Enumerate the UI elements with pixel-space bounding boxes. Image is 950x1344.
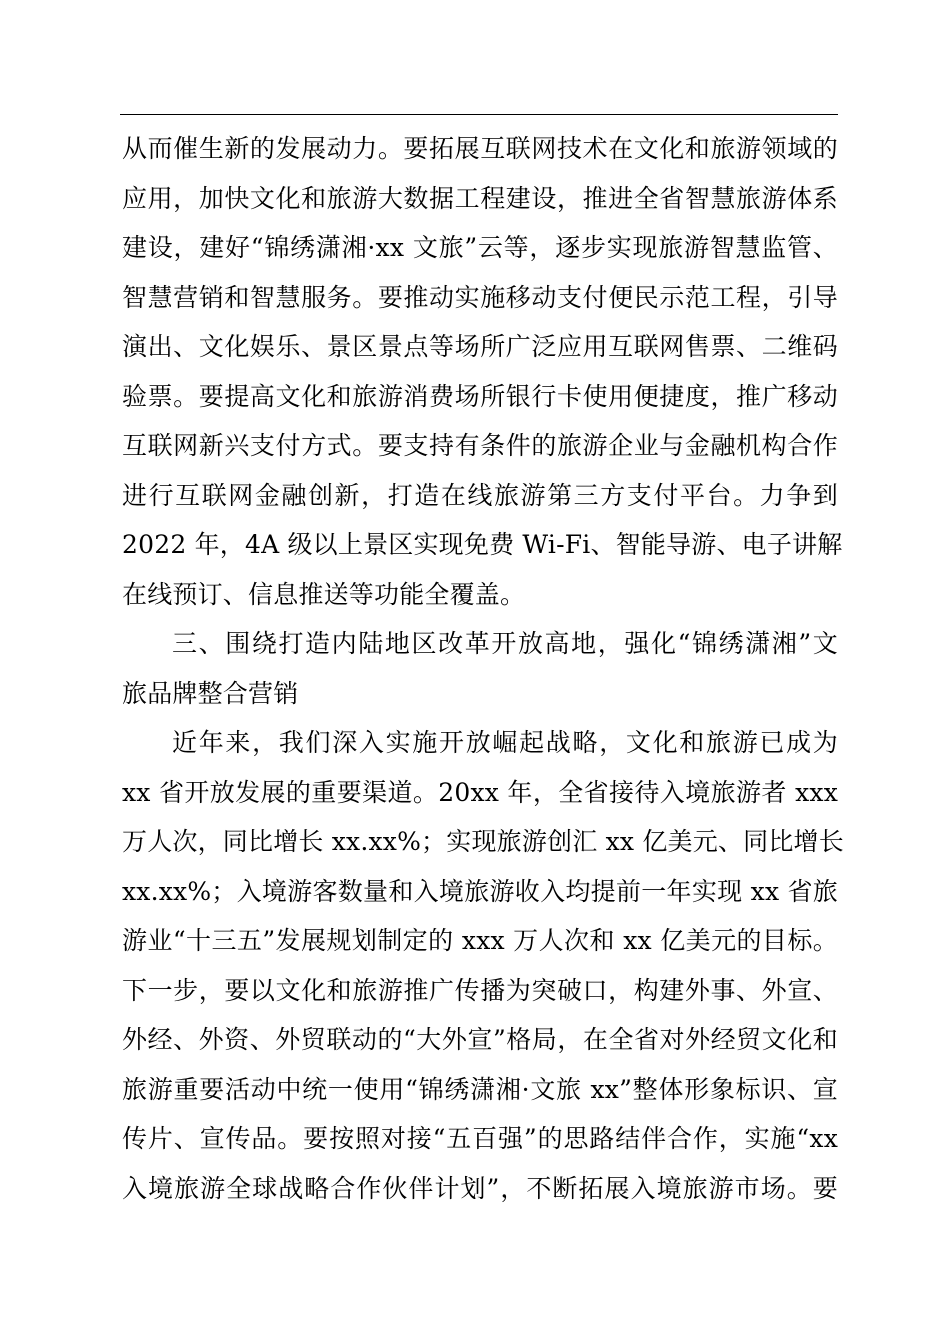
text-line: 万人次，同比增长 xx.xx%；实现旅游创汇 xx 亿美元、同比增长 [122,827,844,856]
document-body [122,124,844,1213]
text-line: 外经、外资、外贸联动的“大外宣”格局，在全省对外经贸文化和 [122,1025,838,1054]
text-line: 入境旅游全球战略合作伙伴计划”，不断拓展入境旅游市场。要 [122,1173,838,1203]
text-line: 应用，加快文化和旅游大数据工程建设，推进全省智慧旅游体系 [122,183,838,213]
text-line: 下一步，要以文化和旅游推广传播为突破口，构建外事、外宣、 [122,975,838,1005]
section-heading-3 [122,619,838,718]
heading-line: 旅品牌整合营销 [122,678,299,708]
text-line: 游业“十三五”发展规划制定的 xxx 万人次和 xx 亿美元的目标。 [122,926,838,955]
text-line: 旅游重要活动中统一使用“锦绣潇湘·文旅 xx”整体形象标识、宣 [122,1074,838,1104]
text-line: 近年来，我们深入实施开放崛起战略，文化和旅游已成为 [172,728,838,757]
text-line: 进行互联网金融创新，打造在线旅游第三方支付平台。力争到 [122,480,838,510]
header-rule [120,114,838,115]
text-line: 验票。要提高文化和旅游消费场所银行卡使用便捷度，推广移动 [122,381,838,411]
text-line: 在线预订、信息推送等功能全覆盖。 [122,579,526,609]
text-line: 传片、宣传品。要按照对接“五百强”的思路结伴合作，实施“xx [122,1124,838,1153]
paragraph-opening-up [122,718,844,1213]
heading-line: 三、围绕打造内陆地区改革开放高地，强化“锦绣潇湘”文 [172,629,838,658]
text-line: 演出、文化娱乐、景区景点等场所广泛应用互联网售票、二维码 [122,332,838,361]
text-line: xx.xx%；入境游客数量和入境旅游收入均提前一年实现 xx 省旅 [122,876,838,906]
text-line: 从而催生新的发展动力。要拓展互联网技术在文化和旅游领域的 [122,134,838,163]
text-line: 建设，建好“锦绣潇湘·xx 文旅”云等，逐步实现旅游智慧监管、 [122,233,838,262]
text-line: 智慧营销和智慧服务。要推动实施移动支付便民示范工程，引导 [122,282,838,312]
text-line: 互联网新兴支付方式。要支持有条件的旅游企业与金融机构合作 [122,431,838,460]
paragraph-smart-tourism [122,124,843,619]
text-line: xx 省开放发展的重要渠道。20xx 年，全省接待入境旅游者 xxx [122,777,838,807]
text-line: 2022 年，4A 级以上景区实现免费 Wi-Fi、智能导游、电子讲解 [122,530,843,559]
